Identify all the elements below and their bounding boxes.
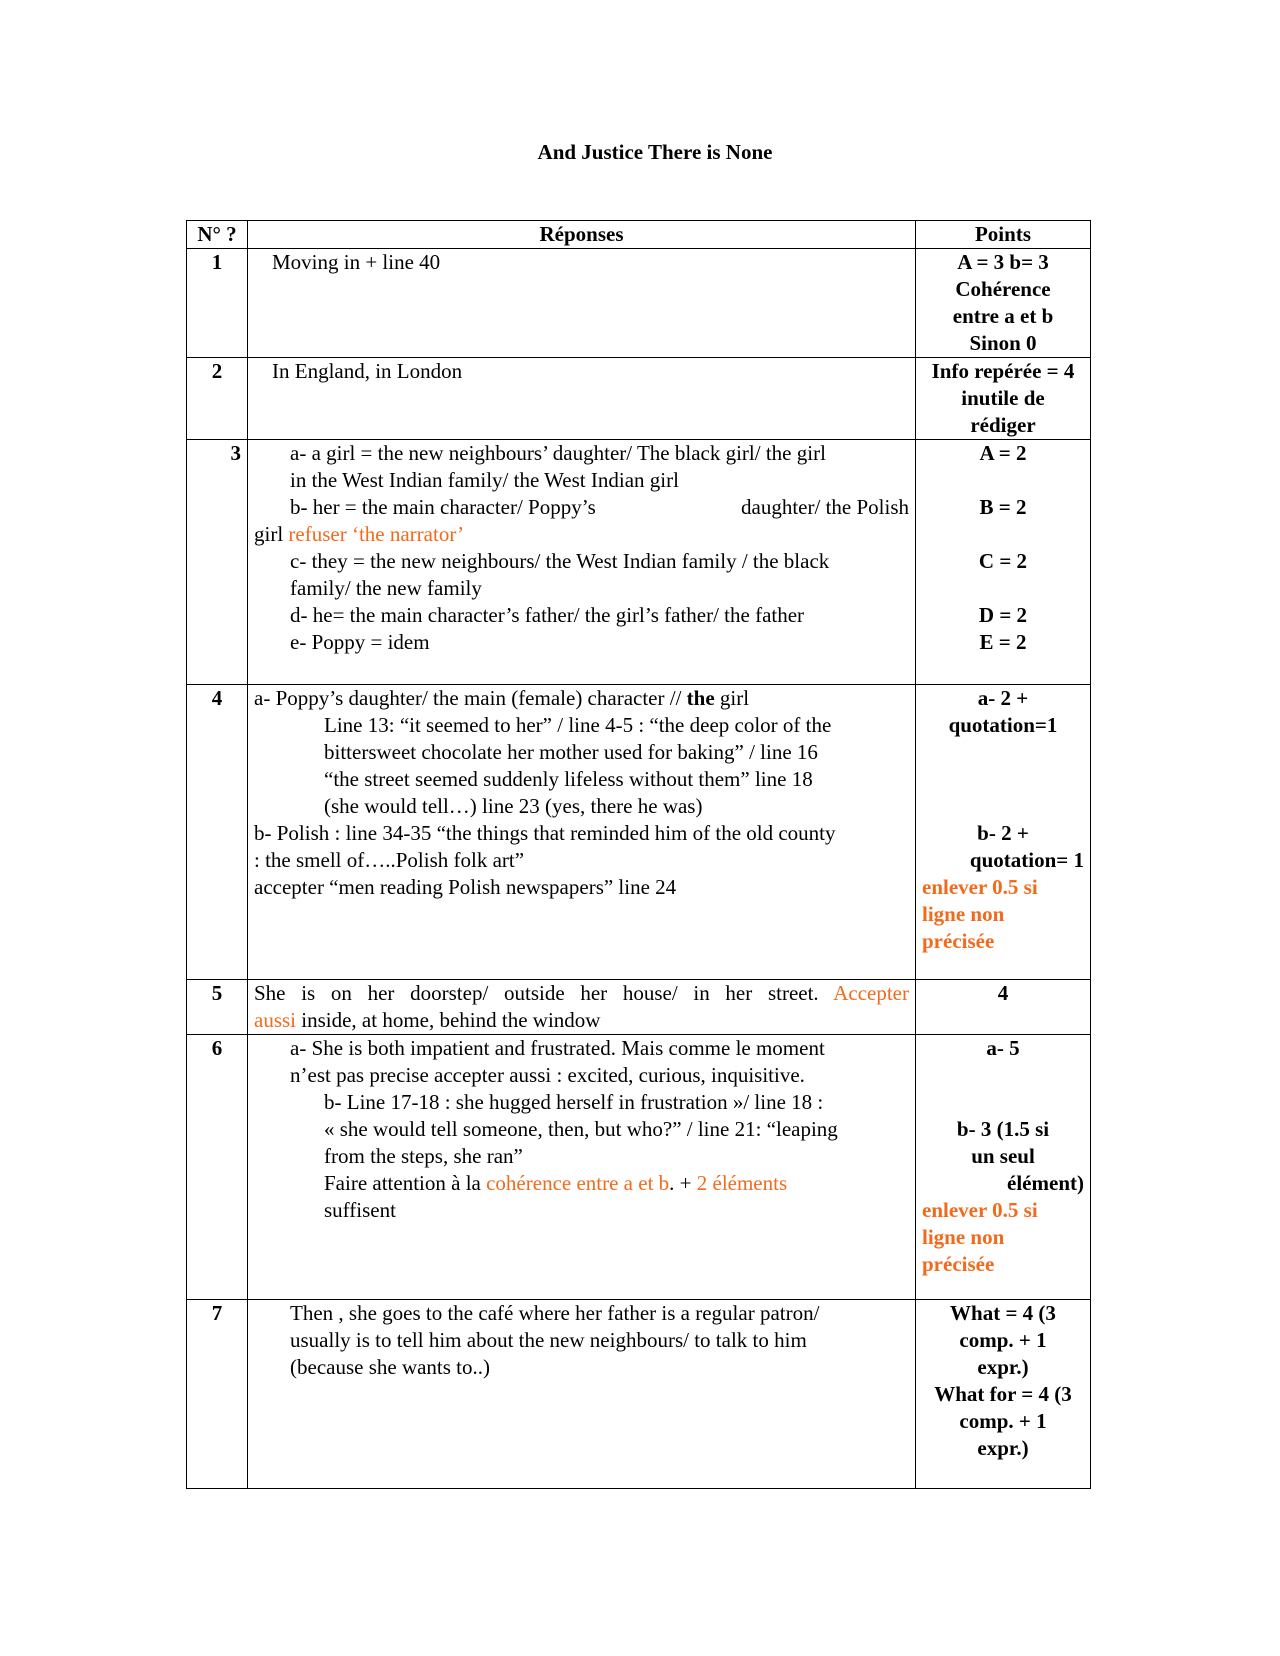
answer-line: b- Polish : line 34-35 “the things that reminded him of the old county bbox=[254, 821, 836, 845]
answer-line: n’est pas precise accepter aussi : excited, curious, inquisitive. bbox=[290, 1063, 805, 1087]
answer-fragment: b- her = the main character/ Poppy’s bbox=[290, 495, 596, 519]
points-line: a- 5 bbox=[986, 1036, 1020, 1060]
points-line: b- 3 (1.5 si bbox=[956, 1117, 1050, 1141]
answer-line: Then , she goes to the café where her father is a regular patron/ bbox=[290, 1301, 820, 1325]
grading-note: aussi bbox=[254, 1008, 296, 1032]
answer-line: bittersweet chocolate her mother used for baking” / line 16 bbox=[324, 740, 818, 764]
answer-line: (she would tell…) line 23 (yes, there he was) bbox=[324, 794, 703, 818]
points-cell bbox=[916, 685, 1091, 980]
question-number: 1 bbox=[187, 249, 248, 358]
points-cell bbox=[916, 440, 1091, 685]
grading-note: précisée bbox=[922, 929, 995, 953]
points-cell bbox=[916, 980, 1091, 1035]
table-header-row bbox=[187, 221, 1091, 249]
question-number: 6 bbox=[187, 1035, 248, 1300]
question-number: 2 bbox=[187, 358, 248, 440]
question-number: 7 bbox=[187, 1300, 248, 1489]
answer-cell bbox=[248, 980, 916, 1035]
answer-line: “the street seemed suddenly lifeless without them” line 18 bbox=[324, 767, 813, 791]
points-line: expr.) bbox=[977, 1436, 1029, 1460]
points-line: Info repérée = 4 bbox=[931, 359, 1075, 383]
points-line: quotation= 1 bbox=[969, 848, 1084, 872]
answer-line bbox=[254, 1007, 909, 1034]
answer-fragment: the bbox=[686, 686, 715, 710]
points-line: a- 2 + bbox=[977, 686, 1029, 710]
points-line: comp. + 1 bbox=[959, 1409, 1047, 1433]
answer-fragment: girl bbox=[254, 522, 284, 546]
answer-line bbox=[254, 494, 915, 521]
points-line: expr.) bbox=[977, 1355, 1029, 1379]
answer-line: c- they = the new neighbours/ the West Indian family / the black bbox=[290, 549, 830, 573]
answer-line: (because she wants to..) bbox=[290, 1355, 491, 1379]
grading-note: enlever 0.5 si bbox=[922, 1198, 1038, 1222]
answer-fragment: daughter/ the Polish bbox=[741, 495, 909, 519]
points-line: 4 bbox=[997, 981, 1009, 1005]
table-row bbox=[187, 1300, 1091, 1489]
question-number: 3 bbox=[187, 440, 248, 685]
answer-line: Line 13: “it seemed to her” / line 4-5 : “the deep color of the bbox=[324, 713, 832, 737]
points-line: A = 3 b= 3 bbox=[957, 250, 1049, 274]
answer-fragment: She is on her doorstep/ outside her house/ in her street. bbox=[254, 981, 819, 1005]
table-row bbox=[187, 358, 1091, 440]
answer-line bbox=[254, 980, 909, 1007]
points-cell bbox=[916, 358, 1091, 440]
question-number: 5 bbox=[187, 980, 248, 1035]
points-line: Sinon 0 bbox=[969, 331, 1037, 355]
question-number: 4 bbox=[187, 685, 248, 980]
points-line: quotation=1 bbox=[948, 713, 1058, 737]
header-answers: Réponses bbox=[248, 221, 916, 249]
answer-line: « she would tell someone, then, but who?” / line 21: “leaping bbox=[324, 1117, 838, 1141]
table-row bbox=[187, 249, 1091, 358]
points-line: B = 2 bbox=[979, 495, 1027, 519]
answer-fragment: . + bbox=[669, 1171, 692, 1195]
answer-fragment: Faire attention à la bbox=[324, 1171, 481, 1195]
grading-note: 2 éléments bbox=[696, 1171, 788, 1195]
answer-cell bbox=[248, 1300, 916, 1489]
grading-note: cohérence entre a et b bbox=[486, 1171, 670, 1195]
answer-line: b- Line 17-18 : she hugged herself in frustration »/ line 18 : bbox=[324, 1090, 824, 1114]
answer-cell bbox=[248, 358, 916, 440]
grading-note: enlever 0.5 si bbox=[922, 875, 1038, 899]
answer-cell bbox=[248, 1035, 916, 1300]
grading-note: ligne non bbox=[922, 902, 1005, 926]
points-line: entre a et b bbox=[952, 304, 1054, 328]
answer-line: in the West Indian family/ the West Indian girl bbox=[290, 468, 679, 492]
answer-line: accepter “men reading Polish newspapers” line 24 bbox=[254, 875, 677, 899]
table-row bbox=[187, 685, 1091, 980]
points-cell bbox=[916, 1035, 1091, 1300]
answer-key-table bbox=[186, 220, 1091, 1489]
points-line: What = 4 (3 bbox=[950, 1301, 1056, 1325]
answer-fragment: girl bbox=[719, 686, 750, 710]
points-line: b- 2 + bbox=[977, 821, 1029, 845]
points-line: un seul bbox=[971, 1144, 1035, 1168]
points-line: E = 2 bbox=[979, 630, 1027, 654]
answer-line: from the steps, she ran” bbox=[324, 1144, 523, 1168]
answer-line: a- She is both impatient and frustrated. Mais comme le moment bbox=[290, 1036, 825, 1060]
points-line: Cohérence bbox=[955, 277, 1051, 301]
points-line: inutile de bbox=[961, 386, 1045, 410]
answer-fragment: a- Poppy’s daughter/ the main (female) character // bbox=[254, 686, 682, 710]
points-line: What for = 4 (3 bbox=[934, 1382, 1072, 1406]
answer-line bbox=[254, 521, 915, 548]
points-cell bbox=[916, 249, 1091, 358]
answer-line: a- a girl = the new neighbours’ daughter/ The black girl/ the girl bbox=[290, 441, 826, 465]
grading-note: refuser ‘the narrator’ bbox=[288, 522, 465, 546]
points-line: rédiger bbox=[970, 413, 1036, 437]
answer-cell bbox=[248, 685, 916, 980]
points-line: élément) bbox=[1007, 1171, 1084, 1195]
points-line: D = 2 bbox=[978, 603, 1028, 627]
answer-cell bbox=[248, 440, 916, 685]
answer-line bbox=[254, 1170, 915, 1197]
answer-cell bbox=[248, 249, 916, 358]
points-line: C = 2 bbox=[978, 549, 1028, 573]
answer-text: Moving in + line 40 bbox=[272, 250, 441, 274]
answer-fragment: inside, at home, behind the window bbox=[301, 1008, 601, 1032]
grading-note: précisée bbox=[922, 1252, 995, 1276]
answer-line bbox=[254, 685, 915, 712]
header-points: Points bbox=[916, 221, 1091, 249]
table-row bbox=[187, 1035, 1091, 1300]
answer-line: d- he= the main character’s father/ the girl’s father/ the father bbox=[290, 603, 805, 627]
answer-line: usually is to tell him about the new neighbours/ to talk to him bbox=[290, 1328, 807, 1352]
answer-line: family/ the new family bbox=[290, 576, 482, 600]
table-row bbox=[187, 980, 1091, 1035]
points-line: A = 2 bbox=[979, 441, 1027, 465]
points-cell bbox=[916, 1300, 1091, 1489]
answer-line: : the smell of…..Polish folk art” bbox=[254, 848, 525, 872]
table-row bbox=[187, 440, 1091, 685]
answer-line: e- Poppy = idem bbox=[290, 630, 430, 654]
grading-note: Accepter bbox=[833, 981, 909, 1005]
document-title: And Justice There is None bbox=[537, 140, 773, 164]
answer-text: In England, in London bbox=[272, 359, 463, 383]
header-num: N° ? bbox=[187, 221, 248, 249]
answer-line: suffisent bbox=[324, 1198, 396, 1222]
points-line: comp. + 1 bbox=[959, 1328, 1047, 1352]
grading-note: ligne non bbox=[922, 1225, 1005, 1249]
